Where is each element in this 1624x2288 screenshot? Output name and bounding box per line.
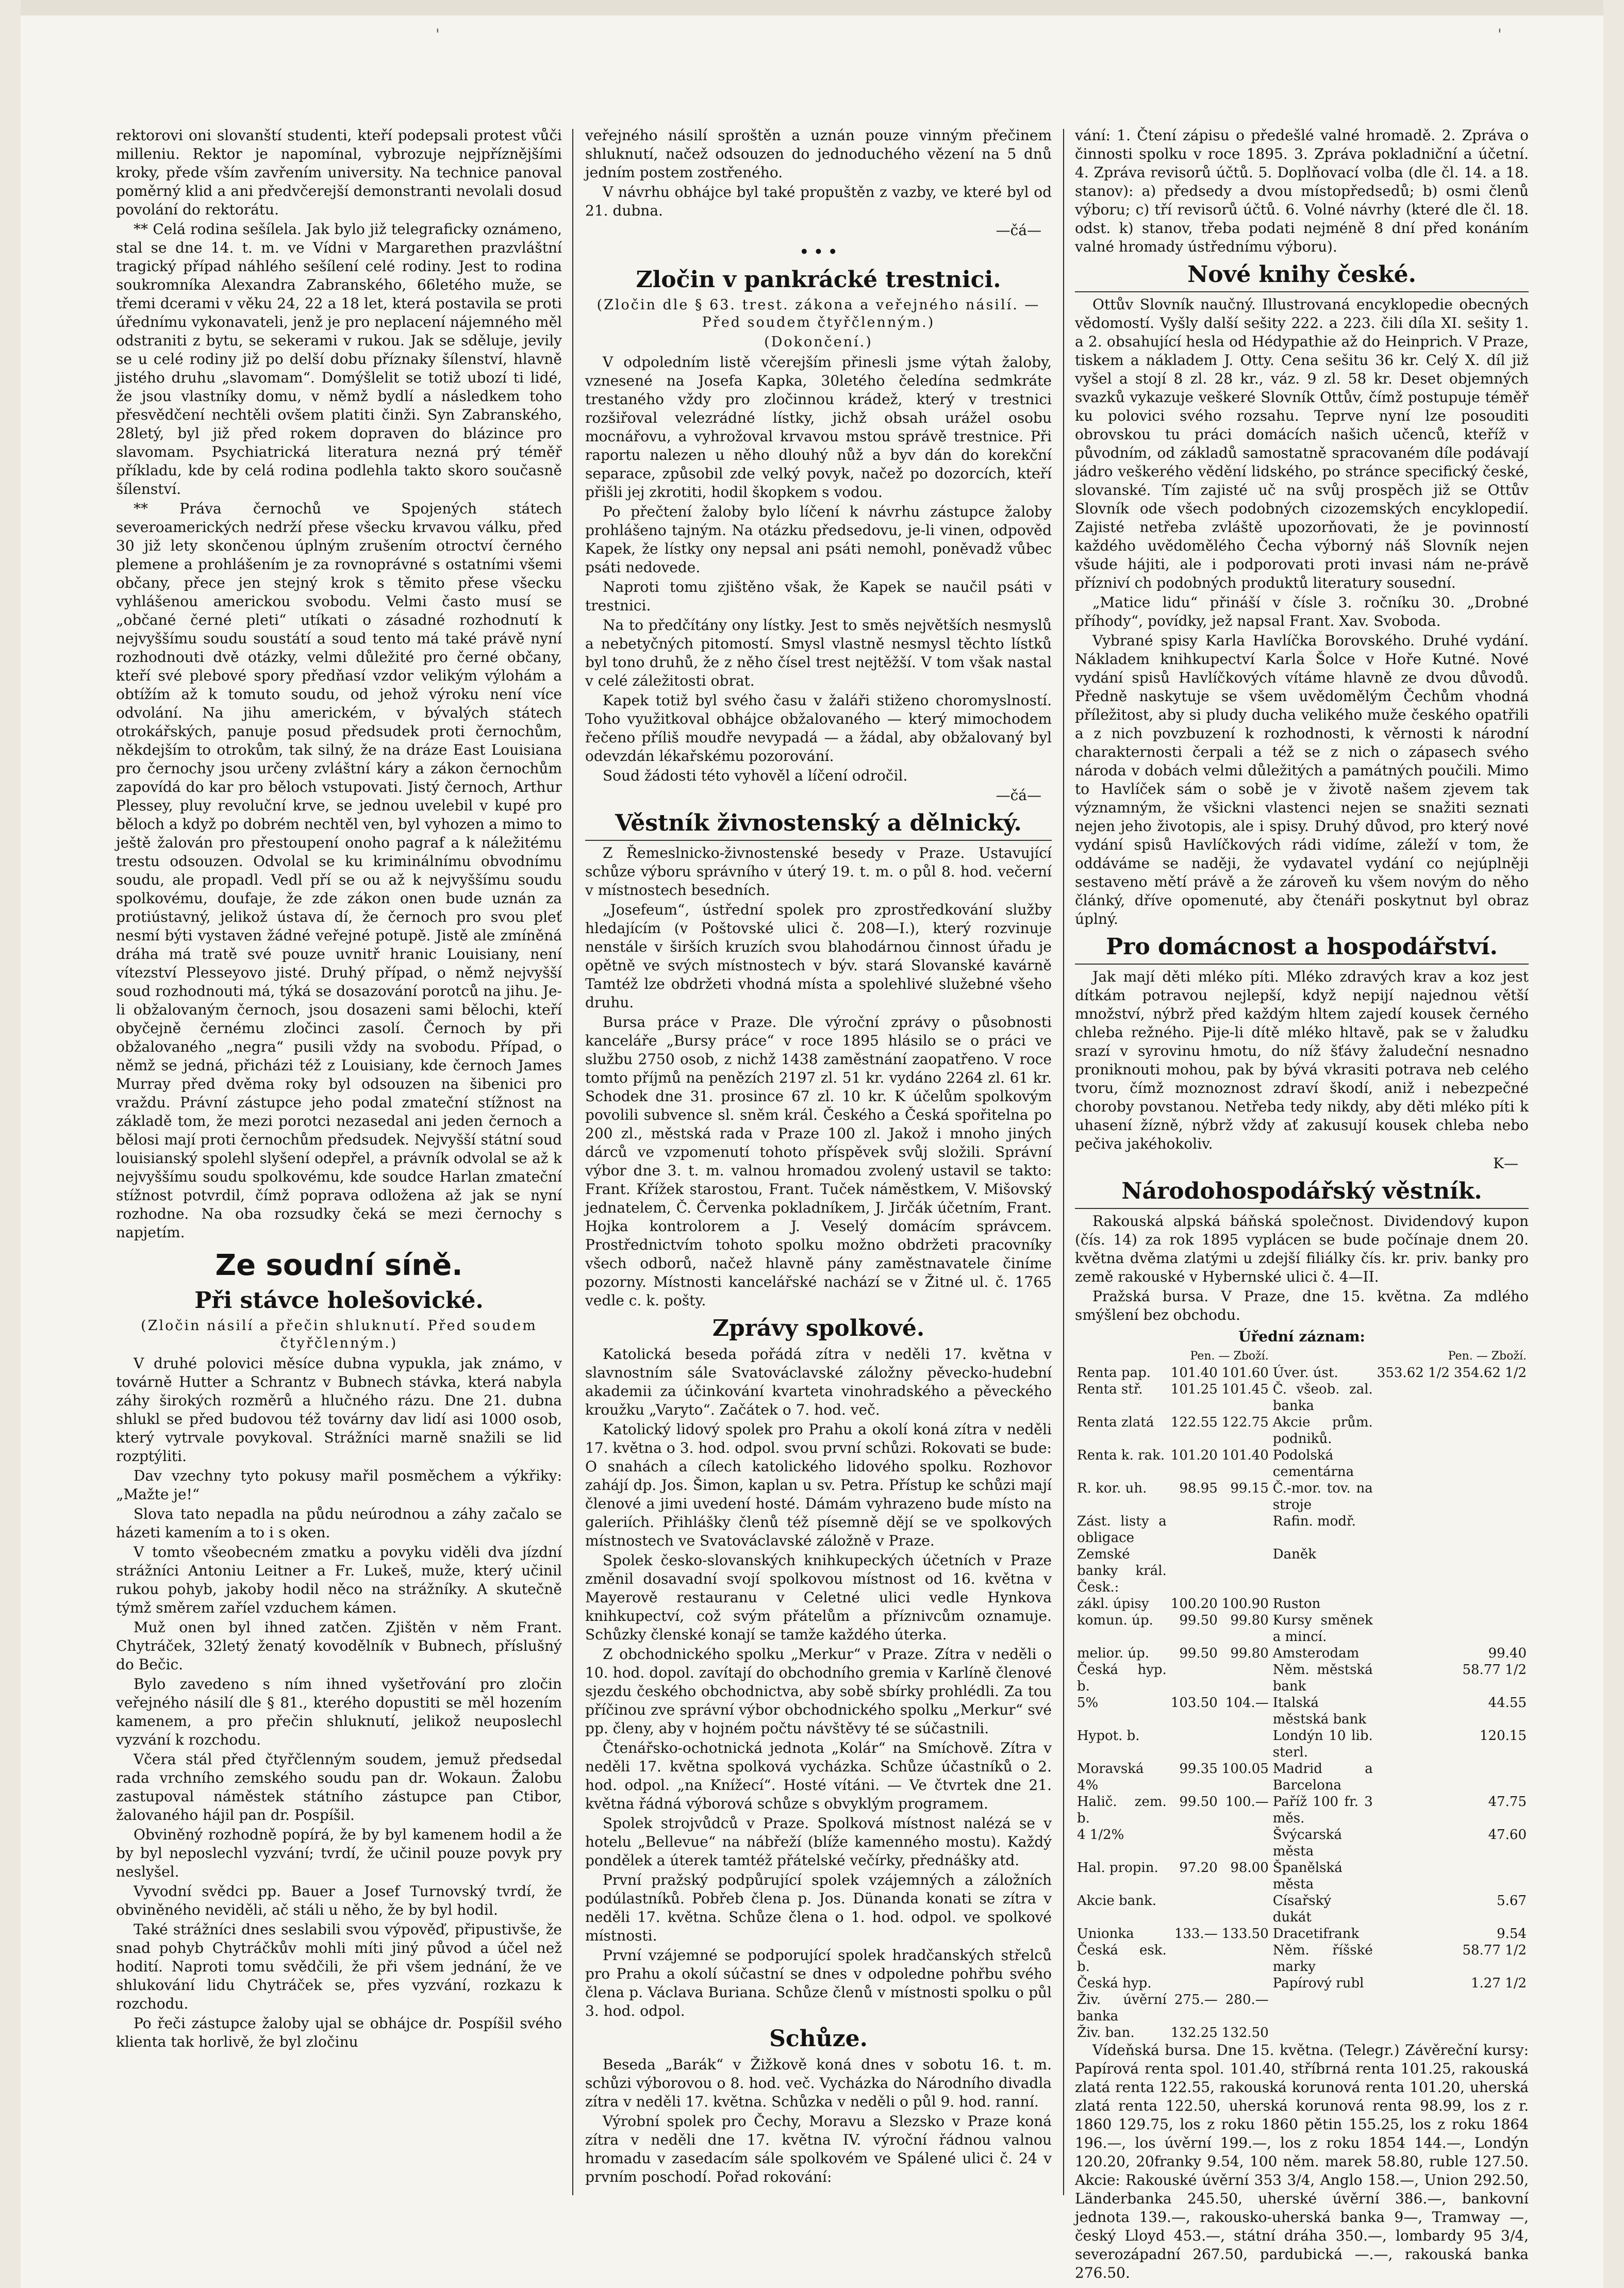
rate-bid [1375, 1860, 1452, 1893]
article-paragraph: Z obchodnického spolku „Merkur“ v Praze. Zítra v neděli o 10. hod. dopol. zavítají do obchodního gremia v Karlíně členové sjezdu českého obchodnictva, aby sobě sbírky prohlédli. Za tou příčinou zve správní výbor obchodnického spolku „Merkur“ své pp. členy, aby v hojném počtu návštěvy té se súčastnili. [585, 1646, 1052, 1737]
article-paragraph: Po řeči zástupce žaloby ujal se obhájce dr. Pospíšil svého klienta tak horlivě, že byl zločinu [116, 2015, 562, 2050]
rate-ask: 99.15 [1230, 1481, 1269, 1496]
rate-bid: 353.62 1/2 [1377, 1365, 1450, 1381]
rate-bid [1375, 1761, 1452, 1794]
rates-row [1075, 1695, 1529, 1728]
rate-bid: 101.40 [1170, 1365, 1218, 1381]
article-paragraph: Dav vzechny tyto pokusy mařil posměchem a výkřiky: „Mažte je!“ [116, 1467, 562, 1503]
article-paragraph: Také strážníci dnes seslabili svou výpověď, připustivše, že snad pohyb Chytráčkův mohli míti jiný původ a účel než hodití. Naproti tomu svědčili, že při všem jednání, že ve shlukování lidu Chytráček se, přes vyzvání, rozkazu k rozchodu. [116, 1921, 562, 2012]
rates-row [1075, 1728, 1529, 1761]
rate-bid [1375, 1480, 1452, 1513]
author-signature: K— [1493, 1155, 1518, 1172]
rates-row [1075, 1365, 1529, 1381]
rate-ask: 280.— [1225, 1992, 1269, 2008]
rates-row [1075, 1975, 1529, 1992]
heading-underline [1075, 964, 1529, 965]
rate-bid: 99.50 [1179, 1794, 1218, 1810]
rates-body [1075, 1365, 1529, 2041]
rate-bid: 275.— [1174, 1992, 1218, 2008]
article-paragraph: rektorovi oni slovanští studenti, kteří podepsali protest vůči milleniu. Rektor je napomínal, vybrozuje nejpříznějšími kroky, přede vším zavřením university. Na technice panoval poměrný klid a ani předvčerejší demonstranti nevolali dosud povolání do rektorátu. [116, 127, 562, 218]
section-heading-trade: Věstník živnostenský a dělnický. [615, 810, 1022, 836]
rate-label: Podolská cementárna [1272, 1448, 1354, 1480]
rate-label [1271, 1992, 1375, 2025]
rate-bid: 98.95 [1179, 1481, 1218, 1496]
rate-label: zákl. úpisy [1077, 1596, 1149, 1612]
article-paragraph: Vyvodní svědci pp. Bauer a Josef Turnovský tvrdí, že obviněného neviděli, ač stáli u něho, že by byl hodil. [116, 1883, 562, 1918]
rate-bid [1375, 1662, 1452, 1695]
section-separator: • • • [799, 243, 838, 260]
article-paragraph: Beseda „Barák“ v Žižkově koná dnes v sobotu 16. t. m. schůzi výborovou o 8. hod. več. Vycházka do Národního divadla zítra v neděli 17. května. Schůzka v neděli o půl 9. hod. ranní. [585, 2056, 1052, 2110]
rate-bid [1169, 1546, 1220, 1596]
rate-bid: 103.50 [1170, 1695, 1218, 1711]
rate-label: Renta pap. [1077, 1365, 1151, 1381]
rate-ask [1452, 1447, 1529, 1480]
column-2 [585, 126, 1052, 2211]
rates-row [1075, 1612, 1529, 1645]
article-subtitle: (Zločin násilí a přečin shluknutí. Před soudem čtyřčlenným.) [141, 1318, 537, 1351]
article-paragraph: Kapek totiž byl svého času v žaláři stiženo choromyslností. Toho využitkoval obhájce obžalovaného — který mimochodem řečeno příliš moudře nevypadá — a žádal, aby obžalovaný byl odevzdán lékařskému pozorování. [585, 692, 1052, 765]
rate-ask [1452, 1596, 1529, 1612]
rate-ask [1220, 1513, 1271, 1546]
section-heading-economy: Národohospodářský věstník. [1121, 1178, 1482, 1204]
article-paragraph: vání: 1. Čtení zápisu o předešlé valné hromadě. 2. Zpráva o činnosti spolku v roce 1895. 3. Zpráva pokladniční a účetní. 4. Zpráva revisorů účtů. 5. Doplňovací volba (dle čl. 14. a 18. stanov): a) předsedy a dvou místopředsedů; b) osmi členů výboru; c) tří revisorů účtů. 6. Volné návrhy (které dle čl. 18. odst. k) stanov, třeba podati nejméně 8 dní před konáním valné hromady ústřednímu výboru). [1075, 127, 1529, 255]
rate-label: Italská městská bank [1272, 1695, 1367, 1727]
section-heading-court: Ze soudní síně. [215, 1249, 463, 1282]
rate-bid [1375, 2025, 1452, 2041]
rates-row [1075, 1893, 1529, 1926]
scan-edge-top [0, 0, 1624, 15]
rate-label: Halič. zem. b. [1077, 1794, 1167, 1826]
rate-bid [1375, 1513, 1452, 1546]
rate-label: Císařský dukát [1272, 1893, 1332, 1925]
rate-ask [1220, 1827, 1271, 1860]
rate-label: Ruston [1272, 1596, 1321, 1612]
rates-row [1075, 2025, 1529, 2041]
rates-row [1075, 1827, 1529, 1860]
rate-bid: 133.— [1174, 1926, 1218, 1942]
article-paragraph: Jak mají děti mléko píti. Mléko zdravých krav a koz jest dítkám potravou nejlepší, když nepijí najednou větší množství, nýbrž před každým hltem zajedí kousek černého chleba režného. Pije-li dítě mléko hltavě, pak se v žaludku srazí v syrovinu hmotu, do níž šťávy žaludeční nesnadno proniknouti mohou, pak by bývá vkrasiti potrava neb celého tvoru, čímž moznoznost zdraví škodí, aniž i nebezpečné choroby povstanou. Netřeba tedy nikdy, aby děti mléko píti k uhasení žízně, nýbrž vždy ať zakusují kousek chleba nebo pečiva jakéhokoliv. [1075, 968, 1529, 1152]
scan-mark-left: ' [436, 26, 440, 43]
rate-bid: 99.50 [1179, 1646, 1218, 1661]
rate-bid: 132.25 [1170, 2025, 1218, 2041]
rate-bid [1169, 1728, 1220, 1761]
rate-bid: 97.20 [1179, 1860, 1218, 1876]
rate-ask: 101.60 [1221, 1365, 1269, 1381]
rate-ask: 100.— [1225, 1794, 1269, 1810]
rate-ask [1220, 1546, 1271, 1596]
rate-bid [1375, 1414, 1452, 1447]
rate-ask [1220, 1975, 1271, 1992]
rate-bid [1375, 1596, 1452, 1612]
rate-ask [1452, 1860, 1529, 1893]
article-paragraph: Muž onen byl ihned zatčen. Zjištěn v něm Frant. Chytráček, 32letý ženatý kovodělník v Bubnech, příslušný do Bečic. [116, 1619, 562, 1673]
rate-ask [1452, 1381, 1529, 1414]
article-paragraph: Bursa práce v Praze. Dle výroční zprávy o působnosti kanceláře „Bursy práce“ v roce 1895 hlásilo se o práci ve službu 2750 osob, z nichž 1438 zaměstnání zaopatřeno. V roce tomto příjmů na penězích 2197 zl. 51 kr. vydáno 2264 zl. 61 kr. Schodek dne 31. prosince 67 zl. 10 kr. K účelům spolkovým povolili subvence sl. sněm král. Českého a Česká spořitelna po 200 zl., městská rada v Praze 100 zl. Jakož i mnoho jiných dárců ve vzpomenutí tohoto příspěvek svůj složili. Správní výbor dne 3. t. m. valnou hromadou zvolený ustavil se takto: Frant. Křížek starostou, Frant. Tuček náměstkem, V. Mišovský jednatelem, Č. Červenka pokladníkem, J. Jirčák účetním, Frant. Hojka kontrolorem a J. Veselý domácím správcem. Prostřednictvím tohoto spolku možno obdržeti pracovníky všech odborů, načež hlavně pány zaměstnavatele činíme pozorny. Místnosti kancelářské nachází se v Žitné ul. č. 1765 vedle c. k. pošty. [585, 1014, 1052, 1309]
heading-underline [585, 840, 1052, 841]
rate-label: Rafin. modř. [1272, 1514, 1356, 1529]
rate-label: Úver. úst. [1272, 1365, 1338, 1381]
rate-ask: 101.45 [1221, 1382, 1269, 1397]
article-paragraph: Bylo zavedeno s ním ihned vyšetřování pro zločin veřejného násilí dle § 81., kterého dopustiti se měl hozením kamenem, a pro přečin shluknutí, jelikož neuposlechl vyzvání k rozchodu. [116, 1676, 562, 1748]
rates-col-head-right: Pen. — Zboží. [1448, 1350, 1527, 1363]
rates-row [1075, 1480, 1529, 1513]
rate-label: Paříž 100 fr. 3 měs. [1272, 1794, 1373, 1826]
rate-label: Papírový rubl [1272, 1976, 1364, 1991]
rate-label: R. kor. uh. [1077, 1481, 1147, 1496]
rate-ask [1220, 1728, 1271, 1761]
rate-label: Dracetifrank [1272, 1926, 1360, 1942]
rate-label: Č. všeob. zal. banka [1272, 1382, 1373, 1414]
rate-ask [1220, 1662, 1271, 1695]
rates-row [1075, 1513, 1529, 1546]
article-paragraph: Spolek česko-slovanských knihkupeckých účetních v Praze změnil dosavadní svojí spolkovou místnost od 16. května v Mayerově restauranu v Celetné ulici vedle Hynkova knihkupectví, což svým přátelům a příznivcům oznamuje. Schůzky členské konají se tamže každého úterka. [585, 1552, 1052, 1643]
article-paragraph: Z Řemeslnicko-živnostenské besedy v Praze. Ustavující schůze výboru správního v úterý 19. t. m. o půl 8. hod. večerní v místnostech besedních. [585, 844, 1052, 899]
article-paragraph: Po přečtení žaloby bylo líčení k návrhu zástupce žaloby prohlášeno tajným. Na otázku předsedovu, je-li vinen, odpověd Kapek, že lístky ony nepsal ani psáti nemohl, poněvadž vůbec psáti nedovede. [585, 503, 1052, 576]
rate-label: Česká hyp. b. [1077, 1662, 1167, 1694]
rate-bid: 100.20 [1170, 1596, 1218, 1612]
rate-ask: 104.— [1225, 1695, 1269, 1711]
article-paragraph: Čtenářsko-ochotnická jednota „Kolár“ na Smíchově. Zítra v neděli 17. května spolková vycházka. Schůze účastníků o 2. hod. odpol. „na Knížecí“. Hosté vítáni. — Ve čtvrtek dne 21. května řádná výborová schůze s obvyklým programem. [585, 1739, 1052, 1812]
rate-bid [1375, 1447, 1452, 1480]
rates-header-row [1075, 1348, 1529, 1365]
article-paragraph: Obviněný rozhodně popírá, že by byl kamenem hodil a že by byl neposlechl vyzvání; tvrdí, že učinil pouze povyk pry neslyšel. [116, 1826, 562, 1880]
article-continuation: (Dokončení.) [764, 334, 873, 350]
heading-underline [1075, 291, 1529, 292]
article-paragraph: ** Práva černochů ve Spojených státech severoamerických nedrží přese všecku krvavou válku, před 30 již lety skončenou úplným zrušením otroctví černého plemene a prohlášením je za rovnoprávné s ostatními všemi občany, přece jen stejný krok s těmito přese všecku vyhlášenou americkou svobodu. Velmi často musí se „občané černé pleti“ utíkati o zásadné rozhodnutí k nejvyššímu soudu soustátí a soud tento má také právě nyní rozhodnouti dvě otázky, velmi důležité pro černé občany, kteří své plebové spory předňasí vzdor velikým výlohám a obtížím až k tomuto soudu, od jehož výroku není více odvolání. Na jihu americkém, v bývalých státech otrokářských, panuje posud předsudek proti černochům, někdejším to otrokům, tak silný, že na dráze East Louisiana pro černochy jsou určeny zvláštní káry a zákon černochům zapovídá do kar pro běloch vstupovati. Jistý černoch, Arthur Plessey, pluy revoluční krve, se jednou uvelebil v kupé pro běloch a když po dobrém nechtěl ven, byl vyhozen a mimo to ještě žalován pro přestoupení onoho pagraf a k náležitému trestu odsouzen. Odvolal se ku kriminálnímu obvodnímu soudu, ale propadl. Vedl pří se ou až k nejvyššímu soudu spolkovému, doufaje, že zde zákon onen bude uznán za protiústavný, jelikož ústava dí, že černoch pro svou pleť nesmí býti vystaven žádné veřejné potupě. Jistě ale zmíněná dráha má tratě své pouze uvnitř hranic Louisiany, není vítezství Plesseyovo jisté. Druhý případ, o němž nejvyšší soud rozhodnouti má, týká se dosazování porotců na jihu. Je-li obžalovaným černoch, jsou dosazeni sami bělochi, kteří obyčejně černému zločinci zasolí. Černoch by při obžalovaného „negra“ pusili vždy na svobodu. Případ, o němž se jedná, přicházi též z Louisiany, kde černoch James Murray před dvěma roky byl odsouzen na šibenici pro vraždu. Právní zástupce jeho podal zmateční stížnost na základě tom, že mezi porotci nezasedal ani jeden černoch a bělosi mají proti černochům předsudek. Nejvyšší státní soud louisianský spolehl slyšení odepřel, a právník odvolal se až k nejvyššímu soudu spolkovému, kde soudce Harlan zmateční stížnost potvrdil, čímž poprava odložena až jak se nyní rozhodne. Na oba rozsudky čeká se mezi černochy s napjetím. [116, 500, 562, 1241]
rate-ask [1452, 1414, 1529, 1447]
rate-ask: 5.67 [1497, 1893, 1527, 1909]
column-3 [1075, 126, 1529, 2281]
rate-bid [1375, 1645, 1452, 1662]
rate-label: Zást. listy a obligace [1077, 1514, 1167, 1546]
rate-label: Španělská města [1272, 1860, 1343, 1892]
rate-label: Hypot. b. [1077, 1728, 1140, 1744]
rate-label: Renta zlatá [1077, 1415, 1154, 1430]
rate-label: melior. úp. [1077, 1646, 1150, 1661]
author-signature: —čá— [996, 222, 1041, 239]
rate-label: Kursy směnek a mincí. [1272, 1613, 1373, 1645]
rate-ask: 100.90 [1221, 1596, 1269, 1612]
article-paragraph: Pražská bursa. V Praze, dne 15. května. Za mdlého smýšlení bez obchodu. [1075, 1288, 1529, 1323]
article-paragraph: Naproti tomu zjištěno však, že Kapek se naučil psáti v trestnici. [585, 578, 1052, 614]
rate-label: Živ. úvěrní banka [1077, 1992, 1167, 2024]
rate-label: Akcie bank. [1077, 1893, 1156, 1909]
article-paragraph: Výrobní spolek pro Čechy, Moravu a Slezsko v Praze koná zítra v neděli dne 17. května IV. výroční řádnou valnou hromadu v zasedacím sále spolkovém ve Spálené ulici č. 24 v prvním poschodí. Pořad rokování: [585, 2113, 1052, 2185]
article-subtitle: (Zločin dle § 63. trest. zákona a veřejného násilí. — Před soudem čtyřčlenným.) [596, 297, 1040, 330]
rate-label: 4 1/2% [1077, 1827, 1124, 1843]
rate-label: Moravská 4% [1077, 1761, 1144, 1793]
rate-ask: 354.62 1/2 [1453, 1365, 1527, 1381]
article-paragraph: „Matice lidu“ přináší v čísle 3. ročníku 30. „Drobné příhody“, povídky, jež napsal Frant. Xav. Svoboda. [1075, 594, 1529, 629]
rate-ask: 101.40 [1221, 1448, 1269, 1463]
rate-bid [1375, 1942, 1452, 1975]
rate-ask: 98.00 [1230, 1860, 1269, 1876]
rate-bid [1169, 1893, 1220, 1926]
rate-bid [1375, 1612, 1452, 1645]
rates-row [1075, 1645, 1529, 1662]
rate-bid [1375, 1975, 1452, 1992]
rate-label: Amsterodam [1272, 1646, 1360, 1661]
rate-label: Něm. říšské marky [1272, 1943, 1373, 1975]
article-title-strike: Při stávce holešovické. [194, 1287, 484, 1314]
article-paragraph: Katolický lidový spolek pro Prahu a okolí koná zítra v neděli 17. května o 3. hod. odpol. svou první schůzi. Rokovati se bude: O snahách a cílech katolického lidového spolku. Rozhovor zahájí dp. Jos. Šimon, kaplan u sv. Petra. Přístup ke schůzi mají členové a jimi uvedení hosté. Dámám vyhrazeno bude místo na galeriích. Přihlášky členů též písemně dějí se ve spolkových místnostech ve Svatováclavské záložně v Praze. [585, 1421, 1052, 1549]
column-rule-1 [572, 129, 573, 2195]
article-paragraph: Soud žádosti této vyhověl a líčení odročil. [603, 767, 908, 784]
article-paragraph: Rakouská alpská báňská společnost. Dividendový kupon (čís. 14) za rok 1895 vyplácen se bude počínaje dnem 20. května dvěma zlatými u zdejší filiálky čís. kr. priv. banky pro země rakouské v Hybernské ulici č. 4—II. [1075, 1213, 1529, 1285]
rate-bid: 99.50 [1179, 1613, 1218, 1628]
rate-label: Akcie prům. podniků. [1272, 1415, 1373, 1447]
rate-bid: 101.20 [1170, 1448, 1218, 1463]
rate-label: Zemské banky král. Česk.: [1077, 1547, 1167, 1595]
scan-edge-left [0, 0, 21, 2288]
article-paragraph: V odpoledním listě včerejším přinesli jsme výtah žaloby, vznesené na Josefa Kapka, 30letého čeledína sedmkráte trestaného vždy pro zločinnou krádež, který v trestnici rozšiřoval velezrádné lístky, jichž obsah urážel osobu mocnářovu, a vyhrožoval krvavou mstou správě trestnice. Při raportu nalezen u něho dlouhý nůž a byv dán do korekční separace, způsobil zde velký povyk, načež po dozorcích, kteří přišli jej zkrotiti, hodil škopkem s vodou. [585, 354, 1052, 501]
rate-label: 5% [1077, 1695, 1099, 1711]
rate-ask [1220, 1893, 1271, 1926]
rate-bid [1375, 1381, 1452, 1414]
rate-ask: 9.54 [1497, 1926, 1527, 1942]
article-paragraph: „Josefeum“, ústřední spolek pro zprostředkování služby hledajícím (v Poštovské ulici č. 208—I.), který rozvinuje nenstále v širších kruzích svou blahodárnou činnost úřadu je opětně ve svých místnostech v býv. stará Slovanské kavárně Tamtéž lze obdržeti vhodná místa a spolehlivé služebné všeho druhu. [585, 901, 1052, 1011]
rates-row [1075, 1860, 1529, 1893]
rate-label: Česká hyp. [1077, 1976, 1152, 1991]
rate-ask: 58.77 1/2 [1462, 1943, 1527, 1958]
rate-ask: 133.50 [1221, 1926, 1269, 1942]
rate-ask: 47.75 [1488, 1794, 1527, 1810]
author-signature: —čá— [996, 787, 1041, 804]
article-paragraph: Slova tato nepadla na půdu neúrodnou a záhy začalo se házeti kamením a to i s oken. [116, 1505, 562, 1541]
rate-label: Česká esk. b. [1077, 1943, 1167, 1975]
rate-ask [1452, 1546, 1529, 1596]
rate-bid [1169, 1975, 1220, 1992]
rates-row [1075, 1546, 1529, 1596]
rate-ask [1452, 1513, 1529, 1546]
article-paragraph: V návrhu obhájce byl také propuštěn z vazby, ve které byl od 21. dubna. [585, 184, 1052, 219]
article-paragraph: Na to předčítány ony lístky. Jest to směs největších nesmyslů a nebetyčných pitomostí. Smysl vlastně nesmysl těchto lístků byl tono druhů, že z něho čísel trest nejtěžší. V tom však nastal v celé záležitosti obrat. [585, 617, 1052, 689]
rates-row [1075, 1447, 1529, 1480]
rate-ask [1452, 1612, 1529, 1645]
rate-label: Renta k. rak. [1077, 1448, 1165, 1463]
rates-col-head-left: Pen. — Zboží. [1190, 1350, 1269, 1363]
rates-row [1075, 1942, 1529, 1975]
rate-bid [1375, 1695, 1452, 1728]
article-paragraph: Ottův Slovník naučný. Illustrovaná encyklopedie obecných vědomostí. Vyšly další sešity 222. a 223. čili díla XI. sešity 1. a 2. obsahující hesla od Hédypathie až do Heinprich. V Praze, tiskem a nákladem J. Otty. Cena sešitu 36 kr. Celý X. díl již vyšel a stojí 8 zl. 28 kr., váz. 9 zl. 58 kr. Deset objemných svazků vykazuje veškeré Slovník Ottův, čímž postupuje téměř ku polovici svého rozsahu. Teprve nyní lze posouditi obrovskou tu práci domácích našich učenců, kteříž v původním, od základů samostatně spracovaném díle podávají jádro veškerého vědění lidského, po stránce specifický české, slovanské. Tím zajisté uč na svůj prospěch již se Ottův Slovník ode všech podobných cizozemských encyklopedií. Zajisté netřeba zvláště upozorňovati, že je povinností každého uvědomělého Čecha výborný náš Slovník nejen všude hájiti, ale i podporovati proti invasi nám ne-právě přízniví ch podobných produktů literatury sousední. [1075, 296, 1529, 591]
rates-table [1075, 1348, 1529, 2041]
rates-row [1075, 1761, 1529, 1794]
rate-label: komun. úp. [1077, 1613, 1153, 1628]
rate-ask: 132.50 [1221, 2025, 1269, 2041]
rate-bid [1169, 1662, 1220, 1695]
article-paragraph: V tomto všeobecném zmatku a povyku viděli dva jízdní strážníci Antoniu Leitner a Fr. Lukeš, muže, který učinil rukou pohyb, jakoby hodil něco na strážníky. A skutečně týmž směrem zaříel vzduchem kámen. [116, 1544, 562, 1616]
article-paragraph: První pražský podpůrující spolek vzájemných a záložních podúlastníků. Pobřeb člena p. Jos. Dünanda konati se zítra v neděli 17. května. Schůze člena o 1. hod. odpol. ve spolkové místnosti. [585, 1871, 1052, 1944]
rate-label: Živ. ban. [1077, 2025, 1135, 2041]
article-paragraph: ** Celá rodina sešílela. Jak bylo již telegraficky oznámeno, stal se dne 14. t. m. ve Vídni v Margarethen prazvláštní tragický případ náhlého sešílení celé rodiny. Jest to rodina soukromníka Alexandra Zabranského, 66letého muže, se třemi dcerami v věku 24, 22 a 18 let, která postavila se proti úřednímu vykonavateli, jenž je pro neplacení nájemného měl odstraniti z bytu, se sekerami v rukou. Jak se sděluje, jevily se u celé rodiny již po delší dobu příznaky šílenství, hlavně jistého druhu „slavomam“. Domýšlelit se totiž ubozí ti lidé, že jsou vlastníky domu, v němž bydlí a následkem toho přesvědčení nechtěli ovšem platiti činži. Syn Zabranského, 28letý, byl již před rokem dopraven do blázince pro slavomam. Psychiatrická literatura nezná prý téměř příkladu, kde by celá rodina podlehla takto skoro současně šílenství. [116, 221, 562, 498]
rate-ask: 99.40 [1488, 1646, 1527, 1661]
heading-underline [1075, 1208, 1529, 1209]
rates-row [1075, 1596, 1529, 1612]
rates-row [1075, 1992, 1529, 2025]
rate-ask: 99.80 [1230, 1613, 1269, 1628]
rate-label [1271, 2025, 1375, 2041]
section-heading-household: Pro domácnost a hospodářství. [1106, 934, 1498, 960]
rate-label: Daněk [1272, 1547, 1316, 1562]
rate-ask: 1.27 1/2 [1471, 1976, 1527, 1991]
rate-ask: 58.77 1/2 [1462, 1662, 1527, 1678]
rate-label: Něm. městská bank [1272, 1662, 1373, 1694]
rate-bid: 99.35 [1179, 1761, 1218, 1777]
rate-bid [1169, 1827, 1220, 1860]
rate-ask [1452, 2025, 1529, 2041]
rate-bid [1375, 1728, 1452, 1761]
rate-ask [1452, 1992, 1529, 2025]
rates-heading: Úřední záznam: [1238, 1328, 1365, 1345]
scan-mark-right: ' [1498, 26, 1502, 43]
section-heading-meetings: Schůze. [769, 2026, 868, 2052]
article-paragraph: Spolek strojvůdců v Praze. Spolková místnost nalézá se v hotelu „Bellevue“ na nábřeží (blíže kamenného mostu). Každý pondělek a úterek tamtéž přátelské večírky, přednášky atd. [585, 1815, 1052, 1869]
rates-row [1075, 1381, 1529, 1414]
rate-bid [1375, 1893, 1452, 1926]
rate-label: Madrid a Barcelona [1272, 1761, 1373, 1793]
column-1 [116, 126, 562, 2211]
section-heading-clubs: Zprávy spolkové. [712, 1315, 925, 1341]
rates-row [1075, 1662, 1529, 1695]
rate-bid [1375, 1992, 1452, 2025]
article-paragraph: Včera stál před čtyřčlenným soudem, jemuž předsedal rada vrchního zemského soudu pan dr. Wokaun. Žalobu zastupoval náměstek státního zástupce pan Ctibor, žalovaného hájil pan dr. Pospíšil. [116, 1751, 562, 1823]
rate-ask: 100.05 [1221, 1761, 1269, 1777]
scan-edge-right [1603, 0, 1624, 2288]
article-paragraph: Katolická beseda pořádá zítra v neděli 17. května v slavnostním sále Svatováclavské záložny pěvecko-hudební akademii za účinkování kvarteta vinohradského a pěveckého kroužku „Varyto“. Začátek o 7. hod. več. [585, 1346, 1052, 1418]
rate-bid [1169, 1942, 1220, 1975]
rate-label: Hal. propin. [1077, 1860, 1158, 1876]
article-paragraph: První vzájemné se podporující spolek hradčanských střelců pro Prahu a okolí súčastní se dnes v odpoledne pohřbu svého člena p. Václava Buriana. Schůze členů v místnosti spolku o půl 3. hod. odpol. [585, 1947, 1052, 2019]
rate-bid [1375, 1827, 1452, 1860]
article-paragraph: Vybrané spisy Karla Havlíčka Borovského. Druhé vydání. Nákladem knihkupectví Karla Šolce v Hoře Kutné. Nové vydání spisů Havlíčkových vítáme hlavně ze dvou důvodů. Předně naskytuje se všem uvědomělým Čechům vhodná příležitost, aby si pludy ducha velikého muže českého opatřili a z nich povzbuzení k rozhodnosti, k věrnosti k národní charakternosti čerpali a též se z nich o zápasech svého národa v dobách velmi důležitých a památných poučili. Mimo to Havlíček sám o sobě je v životě našem zjevem tak významným, že všickni vlastenci nejen se snažiti seznati nejen jeho životopis, ale i spisy. Druhý důvod, pro který nové vydání spisů Havlíčkových rádi vidíme, záleží v tom, že oddáváme se naději, že vydavatel vydání co nejúplněji sestaveno mětí právě a že zároveň ku všem novým do něho článký, dříve opomenuté, aby čtenáři poskytnut byl obraz úplný. [1075, 632, 1529, 927]
rate-ask [1452, 1761, 1529, 1794]
rate-bid [1169, 1513, 1220, 1546]
rate-label: Č.-mor. tov. na stroje [1272, 1481, 1373, 1513]
rate-ask: 47.60 [1488, 1827, 1527, 1843]
rate-ask: 99.80 [1230, 1646, 1269, 1661]
column-rule-2 [1063, 129, 1064, 2195]
rate-bid [1375, 1546, 1452, 1596]
rate-label: Švýcarská města [1272, 1827, 1343, 1859]
rate-bid [1375, 1794, 1452, 1827]
rate-bid [1375, 1926, 1452, 1942]
rate-ask [1452, 1480, 1529, 1513]
rate-ask: 122.75 [1221, 1415, 1269, 1430]
rates-row [1075, 1414, 1529, 1447]
rate-ask: 120.15 [1480, 1728, 1527, 1744]
rate-bid: 101.25 [1170, 1382, 1218, 1397]
rate-bid: 122.55 [1170, 1415, 1218, 1430]
section-heading-books: Nové knihy české. [1187, 261, 1416, 288]
rate-ask [1220, 1942, 1271, 1975]
article-paragraph: V druhé polovici měsíce dubna vypukla, jak známo, v továrně Hutter a Schrantz v Bubnech stávka, která nabyla záhy širokých rozměrů a hlučného rázu. Dne 21. dubna shlukl se před budovou též továrny dav lidí asi 1000 osob, který vytrvale povykoval. Strážníci marně snažili se lid rozptýliti. [116, 1355, 562, 1465]
article-paragraph: veřejného násilí sproštěn a uznán pouze vinným přečinem shluknutí, načež odsouzen do jednoduchého vězení na 5 dnů jedním postem zostřeného. [585, 127, 1052, 181]
rate-ask: 44.55 [1488, 1695, 1527, 1711]
rate-label: Unionka [1077, 1926, 1134, 1942]
article-title-crime: Zločin v pankrácké trestnici. [636, 267, 1001, 293]
rates-row [1075, 1926, 1529, 1942]
rates-row [1075, 1794, 1529, 1827]
rate-label: Londýn 10 lib. sterl. [1272, 1728, 1373, 1760]
rate-label: Renta stř. [1077, 1382, 1143, 1397]
article-paragraph: Vídeňská bursa. Dne 15. května. (Telegr.) Závěreční kursy: Papírová renta spol. 101.40, stříbrná renta 101.25, rakouská zlatá renta 122.55, rakouská korunová renta 101.20, uherská zlatá renta 122.50, uherská korunová renta 98.99, los z r. 1860 129.75, los z roku 1860 pětin 155.25, los z roku 1864 196.—, los úvěrní 199.—, los z roku 1854 144.—, Londýn 120.20, 20franky 9.54, 100 něm. marek 58.80, ruble 127.50. Akcie: Rakouské úvěrní 353 3/4, Anglo 158.—, Union 292.50, Länderbanka 245.50, uherské úvěrní 386.—, bankovní jednota 139.—, rakousko-uherská banka 9—, Tramway —, český Lloyd 453.—, státní dráha 350.—, lombardy 95 3/4, severozápadní 267.50, pardubická —.—, rakouská banka 276.50. [1075, 2042, 1529, 2281]
